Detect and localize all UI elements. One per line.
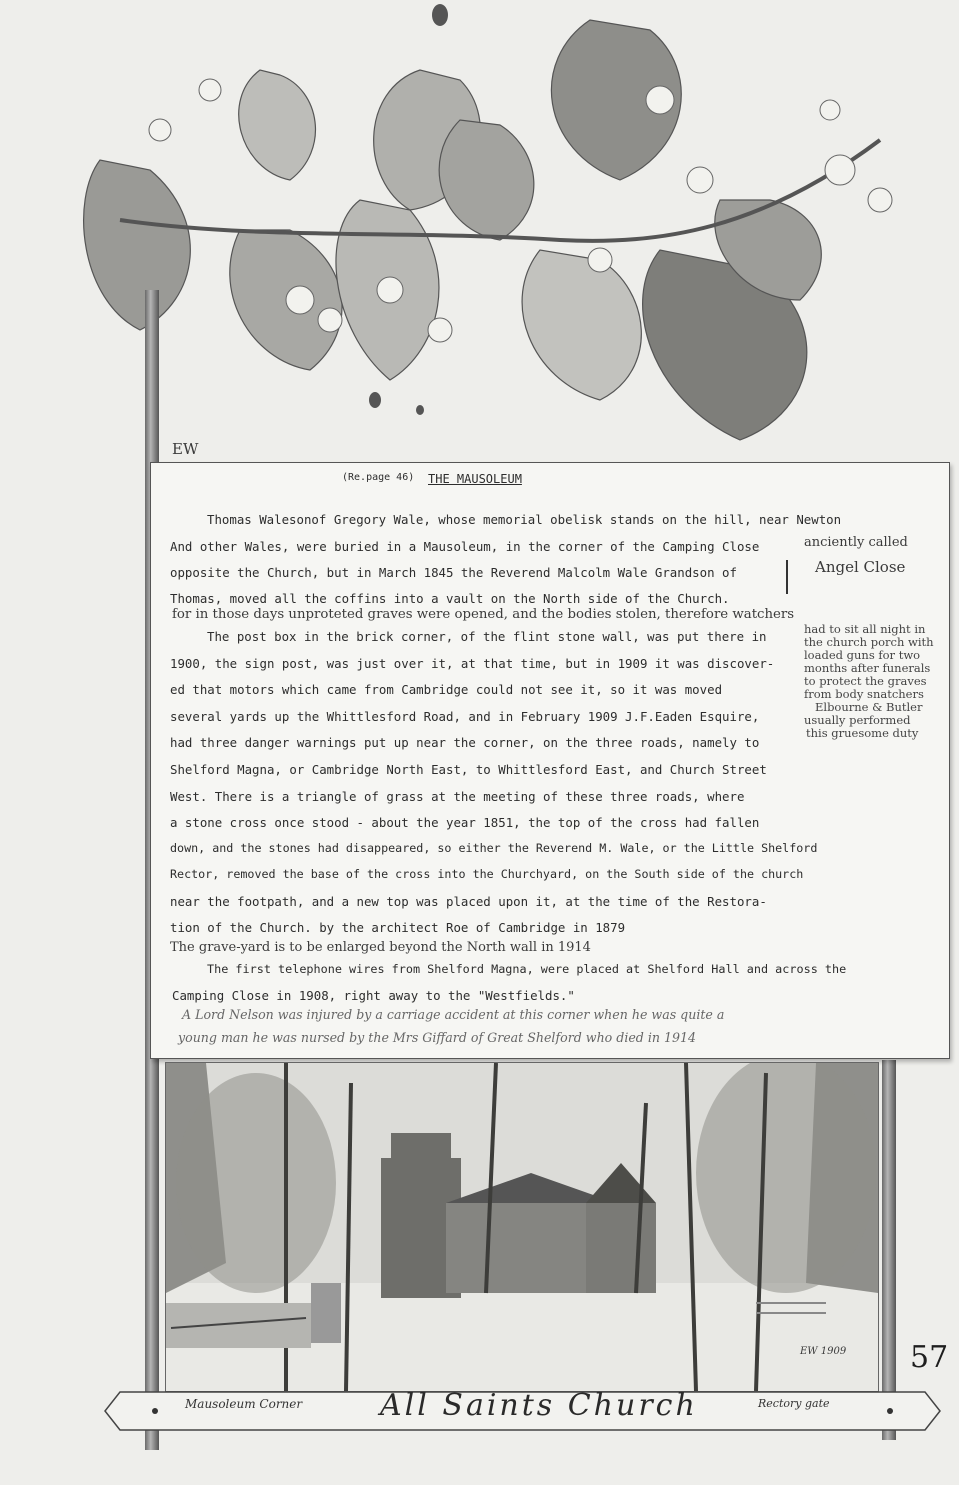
margin-note-line: had to sit all night in (804, 622, 926, 636)
artist-initials: EW (172, 440, 199, 458)
text-line: young man he was nursed by the Mrs Giffard of Great Shelford who died in 1914 (178, 1030, 697, 1045)
banner-right-label: Rectory gate (758, 1397, 830, 1410)
page-title: THE MAUSOLEUM (428, 472, 522, 486)
margin-note-line: from body snatchers (804, 687, 924, 701)
text-line: had three danger warnings put up near the corner, on the three roads, namely to (170, 735, 760, 750)
margin-note-line: to protect the graves (804, 674, 927, 688)
text-line: And other Wales, were buried in a Mausoleum, in the corner of the Camping Close (170, 539, 760, 554)
text-line: The post box in the brick corner, of the flint stone wall, was put there in (207, 629, 767, 644)
banner-title: All Saints Church (380, 1388, 698, 1423)
text-line: Thomas, moved all the coffins into a vault on the North side of the Church. (170, 591, 730, 606)
margin-note-line: usually performed (804, 713, 911, 727)
margin-note-line: loaded guns for two (804, 648, 921, 662)
margin-note-line: months after funerals (804, 661, 931, 675)
right-pole (882, 1060, 896, 1440)
margin-note-angel-close: Angel Close (815, 558, 906, 576)
margin-note-line: the church porch with (804, 635, 934, 649)
text-line: Thomas Walesonof Gregory Wale, whose memorial obelisk stands on the hill, near Newton (207, 512, 842, 527)
banner-left-label: Mausoleum Corner (185, 1397, 303, 1411)
text-line: for in those days unproteted graves were opened, and the bodies stolen, therefore watchers (172, 607, 795, 622)
header-ref: (Re.page 46) (342, 472, 415, 483)
text-line: Rector, removed the base of the cross into the Churchyard, on the South side of the church (170, 867, 804, 881)
text-line: The first telephone wires from Shelford Magna, were placed at Shelford Hall and across the (207, 962, 847, 976)
illustration-signature: EW 1909 (800, 1346, 847, 1357)
text-line: A Lord Nelson was injured by a carriage accident at this corner when he was quite a (182, 1007, 725, 1022)
text-line: a stone cross once stood - about the year 1851, the top of the cross had fallen (170, 815, 760, 830)
linden-branch-illustration (60, 0, 940, 470)
text-line: West. There is a triangle of grass at the meeting of these three roads, where (170, 789, 745, 804)
text-line: Shelford Magna, or Cambridge North East, to Whittlesford East, and Church Street (170, 762, 767, 777)
text-line: 1900, the sign post, was just over it, at that time, but in 1909 it was discover- (170, 656, 775, 671)
text-line: tion of the Church. by the architect Roe of Cambridge in 1879 (170, 920, 626, 935)
church-illustration (165, 1062, 879, 1392)
margin-bracket (786, 560, 788, 594)
text-line: ed that motors which came from Cambridge could not see it, so it was moved (170, 682, 723, 697)
text-line: The grave-yard is to be enlarged beyond the North wall in 1914 (170, 940, 591, 955)
margin-note-anciently: anciently called (804, 535, 908, 550)
text-line: near the footpath, and a new top was placed upon it, at the time of the Restora- (170, 894, 767, 909)
text-line: several yards up the Whittlesford Road, and in February 1909 J.F.Eaden Esquire, (170, 709, 760, 724)
text-line: opposite the Church, but in March 1845 the Reverend Malcolm Wale Grandson of (170, 565, 737, 580)
margin-note-line: this gruesome duty (806, 726, 919, 740)
text-line: down, and the stones had disappeared, so either the Reverend M. Wale, or the Little Shelford (170, 841, 818, 855)
page-number: 57 (910, 1340, 949, 1375)
margin-note-line: Elbourne & Butler (815, 700, 923, 714)
text-line: Camping Close in 1908, right away to the "Westfields." (172, 988, 575, 1003)
